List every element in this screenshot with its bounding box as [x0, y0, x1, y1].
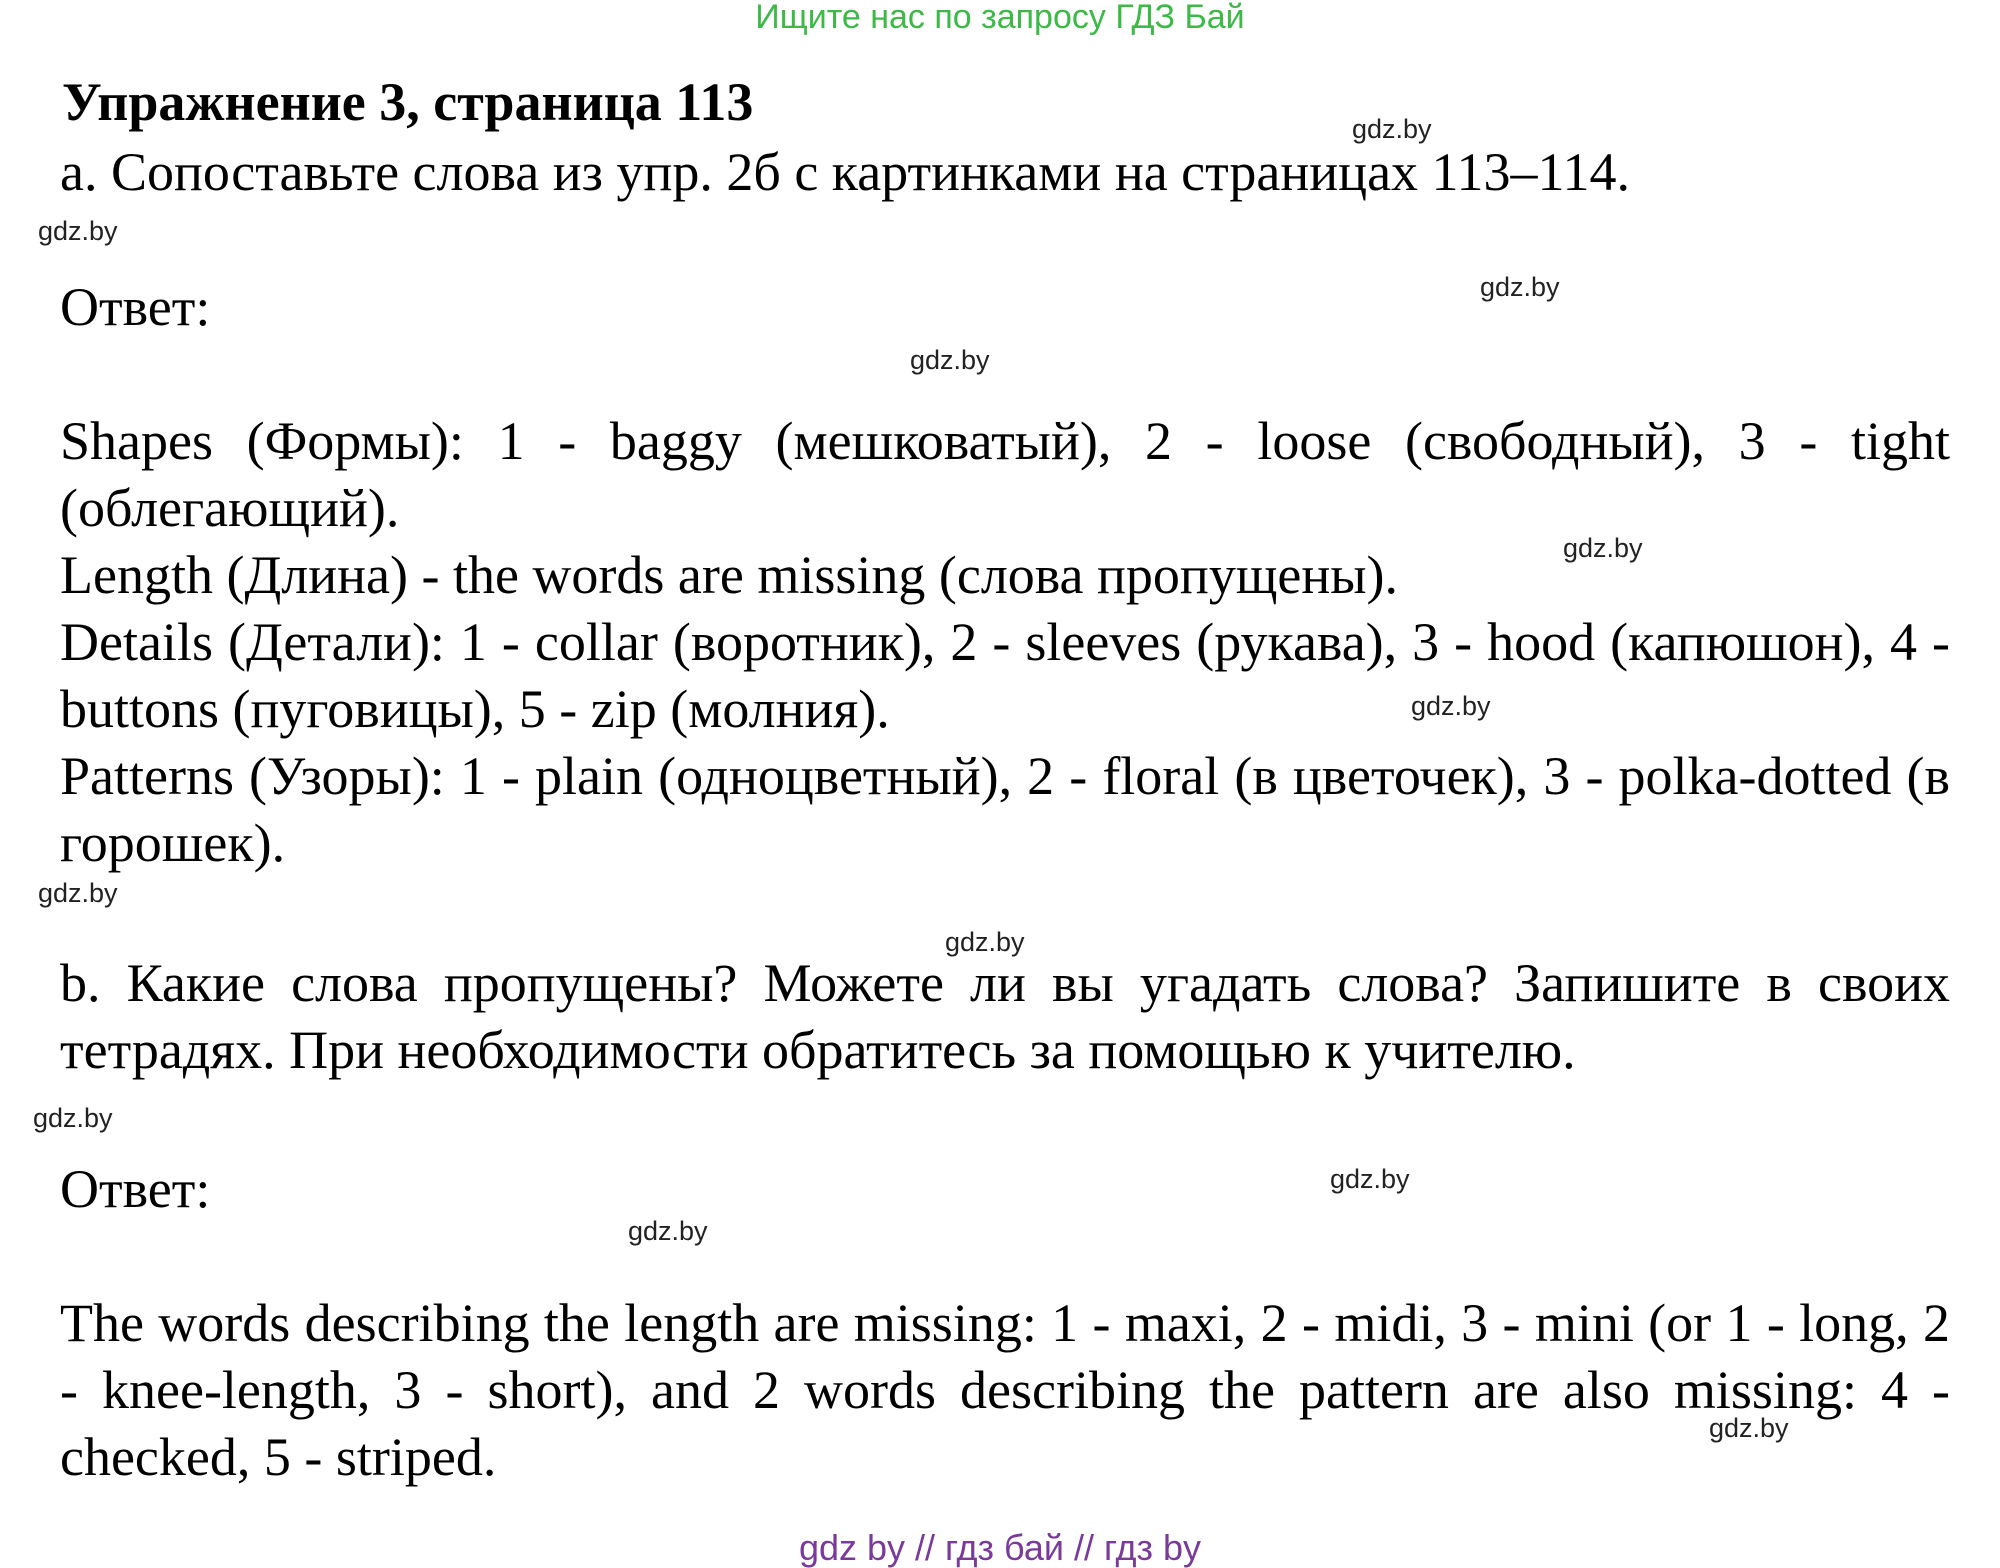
answer-a-shapes: Shapes (Формы): 1 - baggy (мешковатый), 2 - loose (свободный), 3 - tight (облегающий).: [60, 411, 1950, 538]
watermark: gdz.by: [1563, 533, 1643, 563]
task-b-text: b. Какие слова пропущены? Можете ли вы угадать слова? Запишите в своих тетрадях. При необходимости обратитесь за помощью к учителю.: [60, 953, 1950, 1080]
watermark: gdz.by: [33, 1103, 113, 1133]
watermark: gdz.by: [1352, 114, 1432, 144]
watermark: gdz.by: [1480, 272, 1560, 302]
watermark: gdz.by: [1709, 1413, 1789, 1443]
answer-label-b: Ответ:: [60, 1159, 211, 1219]
answer-a-length: Length (Длина) - the words are missing (слова пропущены).: [60, 545, 1399, 605]
footer-links: gdz by // гдз бай // гдз by: [798, 1527, 1202, 1568]
exercise-title: Упражнение 3, страница 113: [62, 72, 754, 132]
watermark: gdz.by: [628, 1216, 708, 1246]
answer-b-text: The words describing the length are missing: 1 - maxi, 2 - midi, 3 - mini (or 1 - long, 2 - knee-length, 3 - short), and 2 words describing the pattern are also missing: 4 - checked, 5 - striped.: [60, 1293, 1950, 1487]
watermark: gdz.by: [1411, 691, 1491, 721]
answer-a-details: Details (Детали): 1 - collar (воротник), 2 - sleeves (рукава), 3 - hood (капюшон), 4 - buttons (пуговицы), 5 - zip (молния).: [60, 612, 1950, 739]
search-banner: Ищите нас по запросу ГДЗ Бай: [755, 0, 1245, 36]
watermark: gdz.by: [945, 927, 1025, 957]
task-a-text: a. Сопоставьте слова из упр. 2б с картинками на страницах 113–114.: [60, 142, 1631, 202]
watermark: gdz.by: [38, 216, 118, 246]
watermark: gdz.by: [1330, 1164, 1410, 1194]
answer-label-a: Ответ:: [60, 277, 211, 337]
answer-a-patterns: Patterns (Узоры): 1 - plain (одноцветный), 2 - floral (в цветочек), 3 - polka-dotted (в горошек).: [60, 746, 1950, 873]
watermark: gdz.by: [38, 878, 118, 908]
watermark: gdz.by: [910, 345, 990, 375]
